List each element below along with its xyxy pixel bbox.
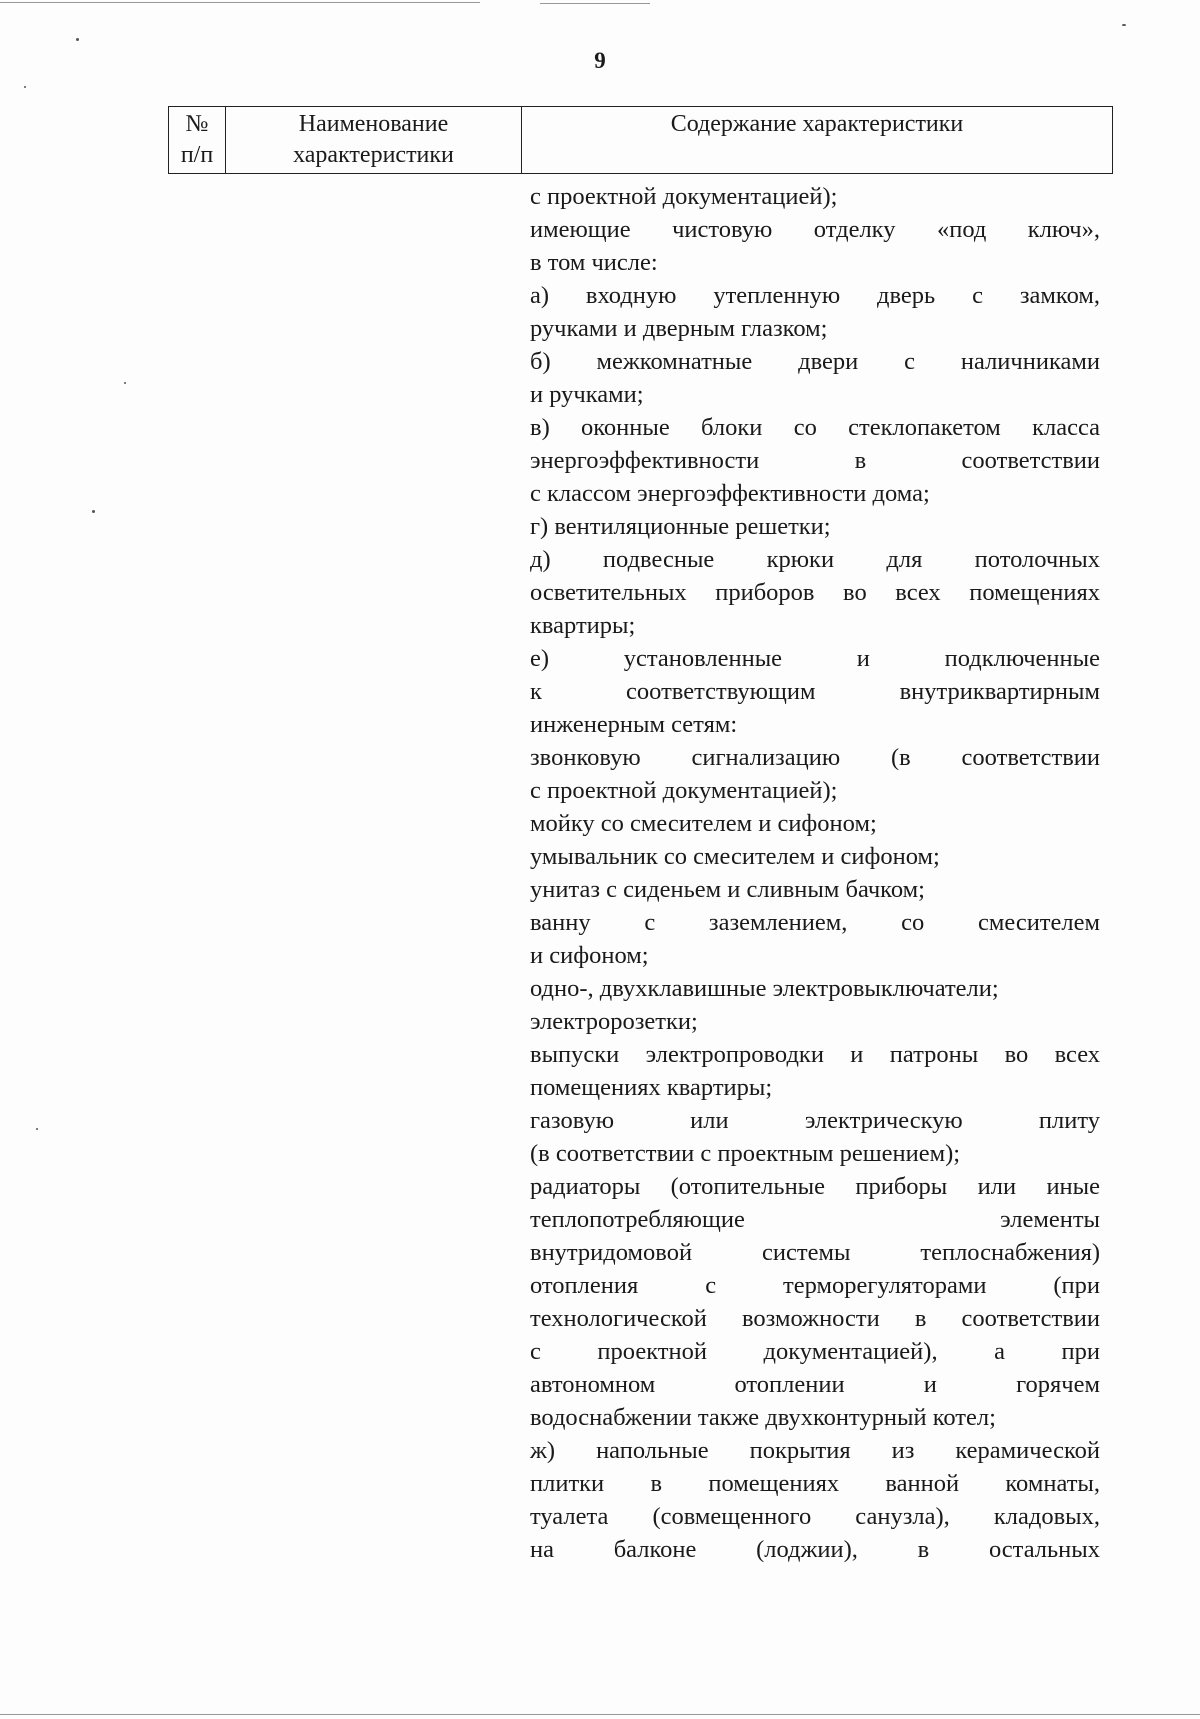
content-line: с проектной документацией); xyxy=(530,183,838,210)
content-line: выпуски электропроводки и патроны во всех xyxy=(530,1041,1100,1068)
content-line: с проектной документацией), а при xyxy=(530,1338,1100,1365)
content-line: в) оконные блоки со стеклопакетом класса xyxy=(530,414,1100,441)
content-line: а) входную утепленную дверь с замком, xyxy=(530,282,1100,309)
content-line: б) межкомнатные двери с наличниками xyxy=(530,348,1100,375)
content-line: автономном отоплении и горячем xyxy=(530,1371,1100,1398)
page-number: 9 xyxy=(594,48,606,73)
header-content-label: Содержание характеристики xyxy=(670,111,964,137)
content-line: д) подвесные крюки для потолочных xyxy=(530,546,1100,573)
content-line: е) установленные и подключенные xyxy=(530,645,1100,672)
scan-speck xyxy=(76,38,79,41)
content-line: ванну с заземлением, со смесителем xyxy=(530,909,1100,936)
scan-edge-line xyxy=(0,2,480,3)
content-line: г) вентиляционные решетки; xyxy=(530,513,831,540)
content-line: радиаторы (отопительные приборы или иные xyxy=(530,1173,1100,1200)
scan-edge-line xyxy=(0,1714,1200,1715)
content-line: отопления с терморегуляторами (при xyxy=(530,1272,1100,1299)
content-line: электророзетки; xyxy=(530,1008,698,1035)
content-line: имеющие чистовую отделку «под ключ», xyxy=(530,216,1100,243)
content-line: инженерным сетям: xyxy=(530,711,738,738)
content-line: на балконе (лоджии), в остальных xyxy=(530,1536,1100,1563)
content-line: энергоэффективности в соответствии xyxy=(530,447,1100,474)
scan-speck xyxy=(36,1128,38,1130)
content-line: газовую или электрическую плиту xyxy=(530,1107,1100,1134)
content-line: осветительных приборов во всех помещениях xyxy=(530,579,1100,606)
scan-edge-line xyxy=(540,3,650,4)
scan-speck xyxy=(124,382,126,384)
scan-speck xyxy=(24,86,26,88)
scan-speck xyxy=(92,510,95,513)
content-line: ж) напольные покрытия из керамической xyxy=(530,1437,1100,1464)
content-line: помещениях квартиры; xyxy=(530,1074,773,1101)
header-cell-number xyxy=(169,107,226,173)
content-line: в том числе: xyxy=(530,249,658,276)
scan-speck xyxy=(1122,24,1126,26)
content-line: умывальник со смесителем и сифоном; xyxy=(530,843,940,870)
content-line: и ручками; xyxy=(530,381,644,408)
header-name-line-1: Наименование xyxy=(298,111,449,137)
content-line: (в соответствии с проектным решением); xyxy=(530,1140,961,1167)
content-line: водоснабжении также двухконтурный котел; xyxy=(530,1404,996,1431)
content-line: с проектной документацией); xyxy=(530,777,838,804)
header-number-line-1: № xyxy=(185,111,209,137)
content-line: квартиры; xyxy=(530,612,636,639)
header-name-line-2: характеристики xyxy=(293,142,454,168)
content-line: звонковую сигнализацию (в соответствии xyxy=(530,744,1100,771)
content-line: плитки в помещениях ванной комнаты, xyxy=(530,1470,1100,1497)
content-line: туалета (совмещенного санузла), кладовых, xyxy=(530,1503,1100,1530)
header-cell-name xyxy=(226,107,522,173)
content-line: ручками и дверным глазком; xyxy=(530,315,828,342)
characteristic-content xyxy=(530,180,1100,1566)
header-cell-content xyxy=(522,107,1112,173)
table-header xyxy=(168,106,1113,174)
content-line: к соответствующим внутриквартирным xyxy=(530,678,1100,705)
content-line: теплопотребляющие элементы xyxy=(530,1206,1100,1233)
content-line: мойку со смесителем и сифоном; xyxy=(530,810,877,837)
content-line: одно-, двухклавишные электровыключатели; xyxy=(530,975,999,1002)
header-number-line-2: п/п xyxy=(180,142,214,168)
content-line: и сифоном; xyxy=(530,942,649,969)
content-line: унитаз с сиденьем и сливным бачком; xyxy=(530,876,925,903)
content-line: технологической возможности в соответствии xyxy=(530,1305,1100,1332)
content-line: внутридомовой системы теплоснабжения) xyxy=(530,1239,1100,1266)
content-line: с классом энергоэффективности дома; xyxy=(530,480,930,507)
